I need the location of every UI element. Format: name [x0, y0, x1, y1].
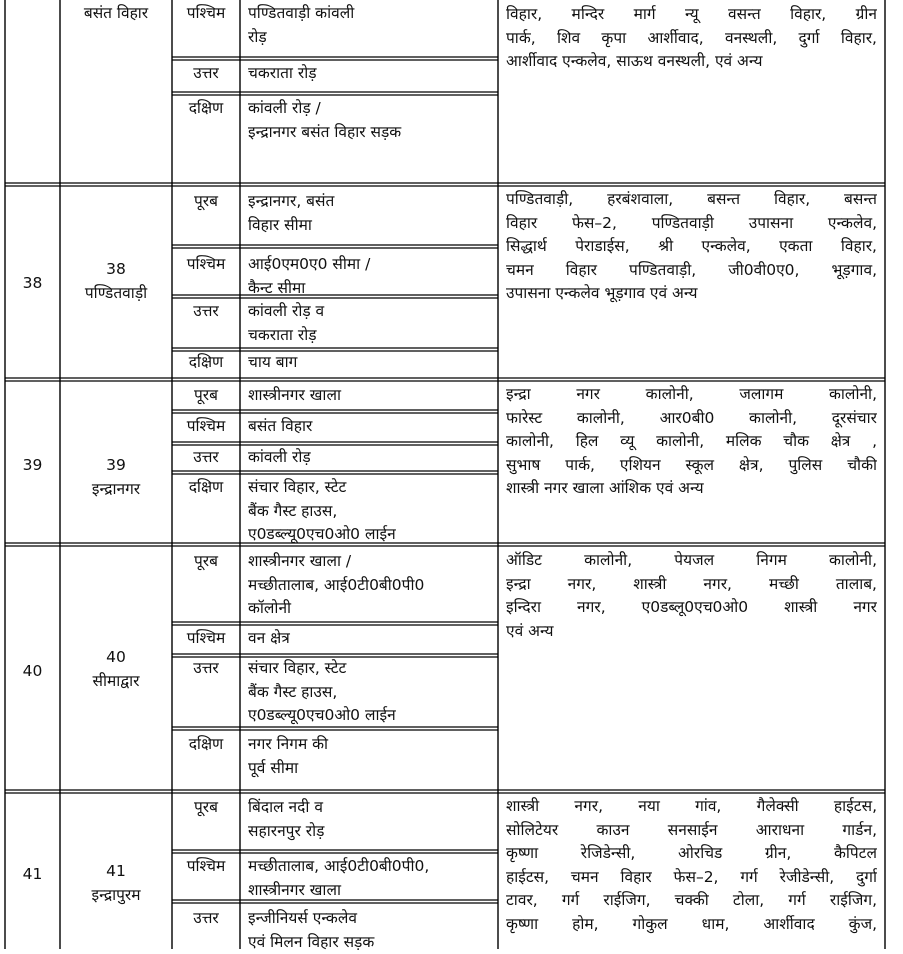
direction-label: दक्षिण — [172, 97, 240, 121]
boundary-text: सहारनपुर रोड़ — [248, 820, 324, 844]
ward-number: 40 — [5, 660, 60, 684]
ward-name: 38 — [60, 258, 172, 282]
boundary-text: वन क्षेत्र — [248, 627, 290, 651]
ward-number: 39 — [5, 454, 60, 478]
ward-name: 40 — [60, 646, 172, 670]
boundary-text: आई0एम0ए0 सीमा / — [248, 253, 370, 277]
boundary-text: बिंदाल नदी व — [248, 796, 323, 820]
boundary-text: मच्छीतालाब, आई0टी0बी0पी0 — [248, 574, 424, 598]
locality-text: उपासना एन्कलेव भूड़गाव एवं अन्य — [506, 282, 877, 306]
boundary-text: ए0डब्ल्यू0एच0ओ0 लाईन — [248, 523, 396, 547]
boundary-text: कॉलोनी — [248, 597, 291, 621]
boundary-text: पूर्व सीमा — [248, 757, 298, 781]
direction-label: पूरब — [172, 796, 240, 820]
direction-label: दक्षिण — [172, 733, 240, 757]
locality-text: सिद्धार्थ पेराडाईस, श्री एन्कलेव, एकता विहार, — [506, 235, 877, 259]
locality-text: फारेस्ट कालोनी, आर0बी0 कालोनी, दूरसंचार — [506, 407, 877, 431]
locality-text: सोलिटेयर काउन सनसाईन आराधना गार्डन, — [506, 819, 877, 843]
boundary-text: विहार सीमा — [248, 214, 312, 238]
direction-label: उत्तर — [172, 300, 240, 324]
ward-number: 38 — [5, 272, 60, 296]
boundary-text: शास्त्रीनगर खाला — [248, 384, 341, 408]
direction-label: पश्चिम — [172, 415, 240, 439]
locality-text: इन्दिरा नगर, ए0डब्लू0एच0ओ0 शास्त्री नगर — [506, 596, 877, 620]
ward-name: इन्द्रानगर — [60, 478, 172, 502]
boundary-text: बैंक गैस्ट हाउस, — [248, 500, 337, 524]
boundary-text: संचार विहार, स्टेट — [248, 657, 346, 681]
boundary-text: इन्जीनियर्स एन्कलेव — [248, 907, 357, 931]
boundary-text: कांवली रोड़ — [248, 446, 311, 470]
direction-label: पश्चिम — [172, 627, 240, 651]
ward-name: 41 — [60, 860, 172, 884]
locality-text: हाईटस, चमन विहार फेस–2, गर्ग रेजीडेन्सी, दुर्गा — [506, 866, 877, 890]
boundary-text: एवं मिलन विहार सड़क — [248, 931, 374, 954]
boundary-text: चाय बाग — [248, 351, 297, 375]
locality-text: इन्द्रा नगर कालोनी, जलागम कालोनी, — [506, 383, 877, 407]
locality-text: एवं अन्य — [506, 620, 877, 644]
boundary-text: ए0डब्ल्यू0एच0ओ0 लाईन — [248, 704, 396, 728]
boundary-text: कांवली रोड़ व — [248, 300, 324, 324]
locality-text: टावर, गर्ग राईजिग, चक्की टोला, गर्ग राईजिग, — [506, 889, 877, 913]
locality-text: पार्क, शिव कृपा आर्शीवाद, वनस्थली, दुर्गा विहार, — [506, 27, 877, 51]
boundary-text: कांवली रोड़ / — [248, 97, 321, 121]
locality-text: शास्त्री नगर, नया गांव, गैलेक्सी हाईटस, — [506, 795, 877, 819]
direction-label: उत्तर — [172, 657, 240, 681]
ward-number: 41 — [5, 863, 60, 887]
boundary-text: संचार विहार, स्टेट — [248, 476, 346, 500]
boundary-text: बसंत विहार — [248, 415, 312, 439]
boundary-text: कैन्ट सीमा — [248, 277, 305, 301]
direction-label: उत्तर — [172, 62, 240, 86]
direction-label: पूरब — [172, 384, 240, 408]
locality-text: इन्द्रा नगर, शास्त्री नगर, मच्छी तालाब, — [506, 573, 877, 597]
locality-text: कृष्णा रेजिडेन्सी, ओरचिड ग्रीन, कैपिटल — [506, 842, 877, 866]
boundary-text: रोड़ — [248, 26, 267, 50]
boundary-text: चकराता रोड़ — [248, 62, 317, 86]
direction-label: पश्चिम — [172, 253, 240, 277]
boundary-text: बैंक गैस्ट हाउस, — [248, 681, 337, 705]
direction-label: दक्षिण — [172, 476, 240, 500]
locality-text: विहार फेस–2, पण्डितवाड़ी उपासना एन्कलेव, — [506, 212, 877, 236]
boundary-text: नगर निगम की — [248, 733, 328, 757]
locality-text: आर्शीवाद एन्कलेव, साऊथ वनस्थली, एवं अन्य — [506, 50, 877, 74]
ward-name: पण्डितवाड़ी — [60, 282, 172, 306]
boundary-text: मच्छीतालाब, आई0टी0बी0पी0, — [248, 855, 429, 879]
locality-text: पण्डितवाड़ी, हरबंशवाला, बसन्त विहार, बसन्त — [506, 188, 877, 212]
locality-text: विहार, मन्दिर मार्ग न्यू वसन्त विहार, ग्रीन — [506, 3, 877, 27]
locality-text: कालोनी, हिल व्यू कालोनी, मलिक चौक क्षेत्र , — [506, 430, 877, 454]
ward-name: इन्द्रापुरम — [60, 884, 172, 908]
boundary-text: इन्द्रानगर, बसंत — [248, 190, 334, 214]
locality-text: शास्त्री नगर खाला आंशिक एवं अन्य — [506, 477, 877, 501]
ward-name: बसंत विहार — [60, 2, 172, 26]
direction-label: पश्चिम — [172, 855, 240, 879]
direction-label: उत्तर — [172, 907, 240, 931]
locality-text: चमन विहार पण्डितवाड़ी, जी0वी0ए0, भूड़गाव, — [506, 259, 877, 283]
locality-text: ऑडिट कालोनी, पेयजल निगम कालोनी, — [506, 549, 877, 573]
locality-text: सुभाष पार्क, एशियन स्कूल क्षेत्र, पुलिस चौकी — [506, 454, 877, 478]
direction-label: दक्षिण — [172, 351, 240, 375]
ward-name: सीमाद्वार — [60, 670, 172, 694]
direction-label: पूरब — [172, 550, 240, 574]
boundary-text: चकराता रोड़ — [248, 324, 317, 348]
direction-label: पूरब — [172, 190, 240, 214]
boundary-text: शास्त्रीनगर खाला / — [248, 550, 351, 574]
boundary-text: पण्डितवाड़ी कांवली — [248, 2, 354, 26]
direction-label: उत्तर — [172, 446, 240, 470]
locality-text: कृष्णा होम, गोकुल धाम, आर्शीवाद कुंज, — [506, 913, 877, 937]
boundary-text: शास्त्रीनगर खाला — [248, 879, 341, 903]
ward-name: 39 — [60, 454, 172, 478]
boundary-text: इन्द्रानगर बसंत विहार सड़क — [248, 121, 401, 145]
direction-label: पश्चिम — [172, 2, 240, 26]
